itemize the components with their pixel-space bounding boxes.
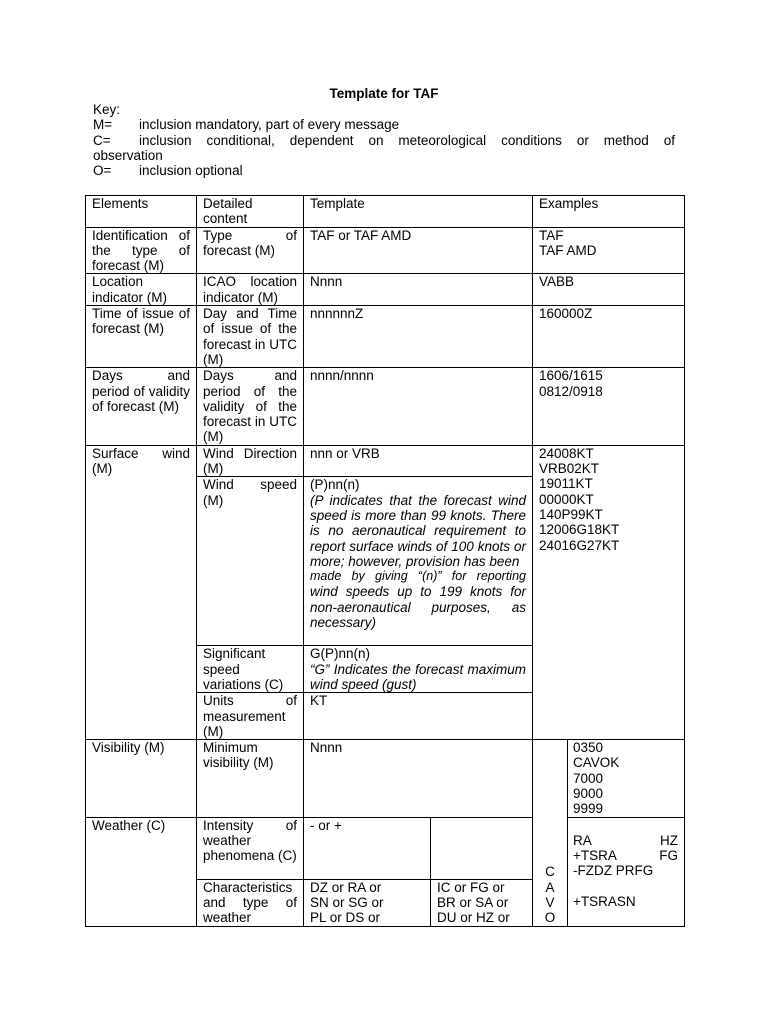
key-item-m: M= inclusion mandatory, part of every message: [93, 117, 400, 133]
table-row-identification: Identification of the type of forecast (M) Type of forecast (M) TAF or TAF AMD TAF TAF AMD: [86, 227, 685, 274]
key-legend: [93, 102, 675, 178]
weather-examples: RA HZ +TSRA FG -FZDZ PRFG +TSRASN: [568, 817, 685, 926]
visibility-examples: 0350 CAVOK 7000 9000 9999: [568, 740, 685, 817]
table-row-time-of-issue: Time of issue of forecast (M) Day and Time of issue of the forecast in UTC (M) nnnnnnZ 160000Z: [86, 306, 685, 368]
header-detailed-content: Detailed content: [197, 196, 304, 228]
table-row-weather-intensity: Weather (C) Intensity of weather phenomena (C) - or + RA HZ +TSRA FG -FZDZ PRFG +TSRASN: [86, 817, 685, 879]
surface-wind-examples: 24008KT VRB02KT 19011KT 00000KT 140P99KT 12006G18KT 24016G27KT: [533, 445, 685, 739]
key-item-c: C= inclusion conditional, dependent on meteorological conditions or method of: [93, 132, 675, 148]
table-row-gust: Significant speed variations (C) G(P)nn(n) “G” Indicates the forecast maximum wind speed (gust): [86, 646, 685, 693]
header-template: Template: [304, 196, 533, 228]
table-row-location: Location indicator (M) ICAO location indicator (M) Nnnn VABB: [86, 274, 685, 306]
document-title: Template for TAF: [329, 86, 439, 101]
header-examples: Examples: [533, 196, 685, 228]
table-header-row: [86, 196, 685, 228]
header-elements: Elements: [86, 196, 197, 228]
table-row-units: Units of measurement (M) KT: [86, 693, 685, 740]
surface-wind-element: Surface wind (M): [86, 445, 197, 739]
key-item-o: O= inclusion optional: [93, 163, 243, 179]
key-heading: Key:: [93, 102, 121, 117]
table-row-wind-speed: Wind speed (M) (P)nn(n) (P indicates that the forecast wind speed is more than 99 knots. There is no aeronautical requirement to report surface winds of 100 knots or more; however, provision has been made by giving “(n)” for reporting wind speeds up to 199 knots for non-aeronautical purposes, as necessary): [86, 477, 685, 646]
key-item-c-continuation: observation: [93, 147, 163, 163]
cavok-vertical-label: C A V O: [533, 740, 568, 926]
table-row-validity: Days and period of validity of forecast (M) Days and period of the validity of the forecast in UTC (M) nnnn/nnnn 1606/1615 0812/0918: [86, 368, 685, 445]
table-row-visibility: Visibility (M) Minimum visibility (M) Nnnn C A V O 0350 CAVOK 7000 9000 9999: [86, 740, 685, 817]
table-row-weather-characteristics: Characteristics and type of weather DZ or RA or SN or SG or PL or DS or IC or FG or BR or SA or DU or HZ or: [86, 879, 685, 926]
table-row-surface-wind: Surface wind (M) Wind Direction (M) nnn or VRB 24008KT VRB02KT 19011KT 00000KT 140P99KT 12006G18KT 24016G27KT: [86, 445, 685, 477]
taf-template-table: [85, 195, 685, 927]
